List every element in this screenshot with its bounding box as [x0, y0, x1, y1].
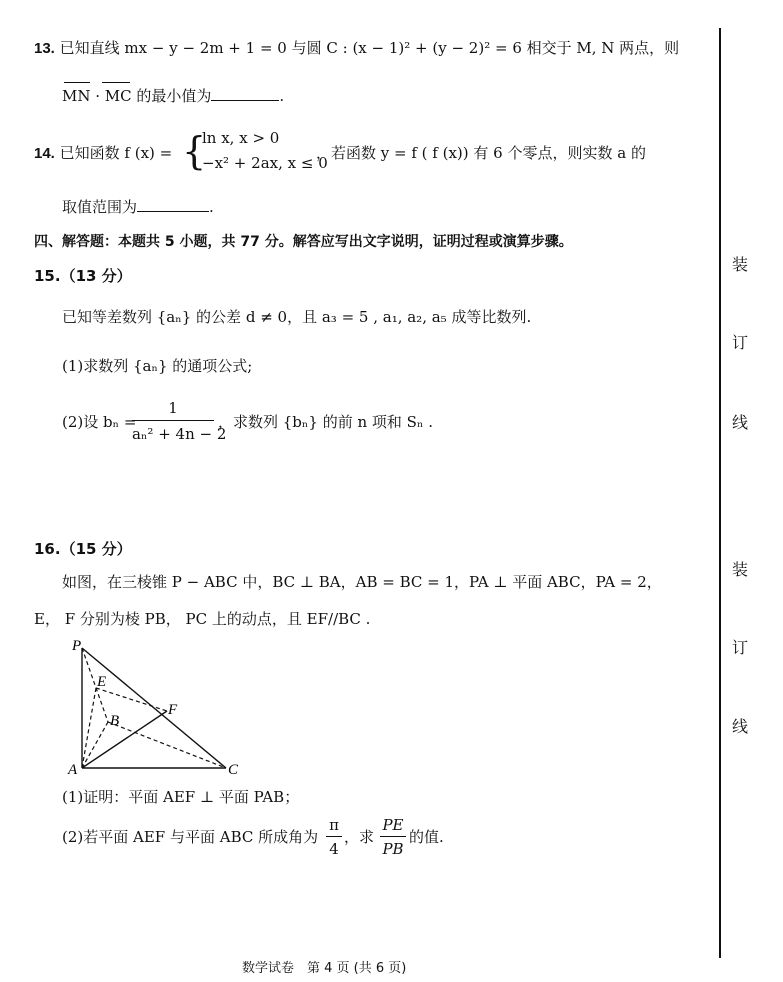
margin-char-zhuang-2: 装 — [732, 560, 749, 579]
q16-ratio-bar — [380, 836, 406, 837]
q14-line2 — [62, 197, 214, 217]
page-footer: 数学试卷 第 4 页 (共 6 页) — [242, 961, 407, 976]
vector-bar-mn — [64, 82, 90, 83]
q16-part2-suffix: 的值. — [409, 828, 444, 846]
q13-line1 — [34, 38, 679, 59]
q16-angle-den: 4 — [329, 840, 339, 858]
q14-answer-blank[interactable] — [137, 197, 209, 212]
margin-char-xian-2: 线 — [732, 717, 749, 736]
q13-line2 — [62, 86, 284, 106]
q14-period: . — [209, 198, 214, 216]
q15-part2-prefix: (2)设 bₙ = — [62, 413, 137, 431]
q16-stem1: 如图，在三棱锥 P − ABC 中，BC ⊥ BA，AB = BC = 1，PA ⊥ 平面 ABC，PA = 2， — [62, 573, 662, 591]
label-b: B — [110, 713, 120, 729]
margin-char-ding-2: 订 — [732, 638, 749, 657]
q16-ratio-den: PB — [382, 840, 404, 858]
q16-angle-num: π — [329, 816, 339, 834]
q14-line1 — [34, 143, 172, 164]
segment-ef — [96, 688, 167, 711]
margin-char-xian-1: 线 — [732, 413, 749, 432]
q14-case1: ln x, x > 0 — [202, 129, 280, 147]
q16-part1: (1)证明：平面 AEF ⊥ 平面 PAB； — [62, 788, 300, 806]
q16-header: 16.（15 分） — [34, 540, 132, 558]
q14-suffix: ，若函数 y = f ( f (x)) 有 6 个零点，则实数 a 的 — [316, 144, 646, 162]
q16-stem2: E， F 分别为棱 PB， PC 上的动点，且 EF//BC . — [34, 610, 371, 628]
q13-answer-blank[interactable] — [211, 86, 279, 101]
edge-bc — [108, 722, 226, 768]
q15-part1: (1)求数列 {aₙ} 的通项公式; — [62, 357, 253, 375]
q14-case2: −x² + 2ax, x ≤ 0 — [202, 154, 328, 172]
margin-char-zhuang-1: 装 — [732, 255, 749, 274]
vector-bar-mc — [102, 82, 130, 83]
q15-frac-bar — [132, 420, 214, 421]
q15-frac-num: 1 — [168, 399, 178, 417]
binding-line — [719, 28, 721, 958]
q13-period: . — [279, 87, 285, 105]
q14-brace: { — [182, 129, 207, 173]
label-a: A — [68, 762, 78, 778]
q14-prefix: 已知函数 f (x) = — [59, 144, 173, 162]
q16-angle-bar — [326, 836, 342, 837]
q15-stem: 已知等差数列 {aₙ} 的公差 d ≠ 0，且 a₃ = 5 , a₁, a₂, a₅ 成等比数列. — [62, 308, 532, 326]
q15-part2-suffix: ，求数列 {bₙ} 的前 n 项和 Sₙ . — [218, 413, 433, 431]
label-f: F — [168, 702, 178, 718]
q16-part2-prefix: (2)若平面 AEF 与平面 ABC 所成角为 — [62, 828, 319, 846]
label-e: E — [97, 674, 107, 690]
q13-text2: MN · MC 的最小值为 — [62, 87, 212, 105]
tetrahedron-figure — [60, 632, 260, 782]
q16-part2-mid: ，求 — [344, 828, 375, 846]
q15-header: 15.（13 分） — [34, 267, 132, 285]
label-p: P — [72, 638, 82, 654]
q14-text2: 取值范围为 — [62, 198, 138, 216]
q14-number: 14. — [34, 145, 55, 162]
label-c: C — [228, 762, 239, 778]
margin-char-ding-1: 订 — [732, 333, 749, 352]
q15-frac-den: aₙ² + 4n − 2 — [132, 425, 227, 443]
section-4-heading: 四、解答题：本题共 5 小题，共 77 分。解答应写出文字说明，证明过程或演算步骤。 — [34, 234, 573, 250]
q13-number: 13. — [34, 40, 55, 57]
q16-ratio-num: PE — [382, 816, 404, 834]
q13-text: 已知直线 mx − y − 2m + 1 = 0 与圆 C : (x − 1)² + (y − 2)² = 6 相交于 M, N 两点，则 — [59, 39, 680, 57]
